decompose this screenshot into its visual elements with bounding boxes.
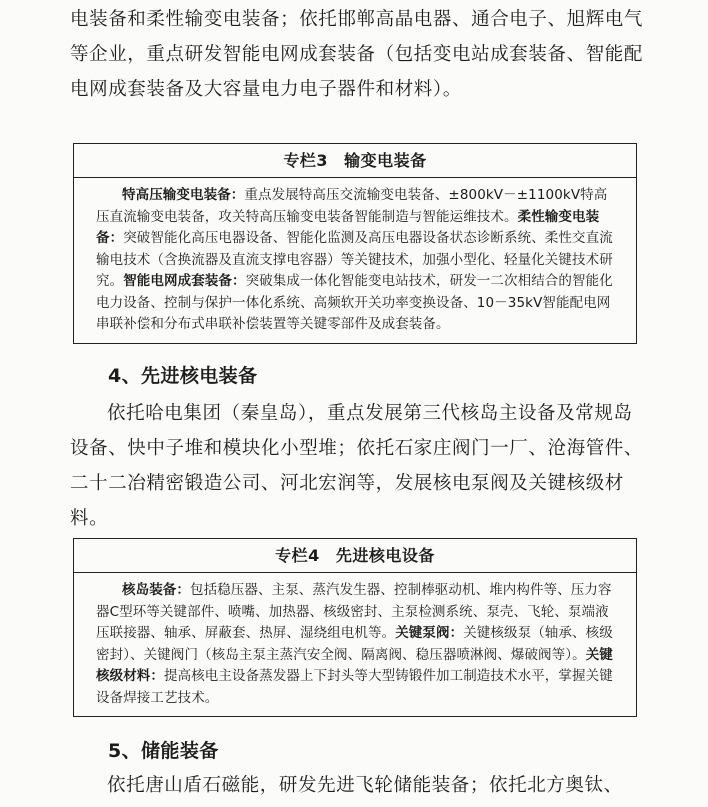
section4-heading: 4、先进核电装备 <box>108 365 258 387</box>
column-box-4 <box>73 538 637 717</box>
section5-paragraph: 依托唐山盾石磁能，研发先进飞轮储能装备；依托北方奥钛、 <box>107 775 623 796</box>
box3-term-smart-grid: 智能电网成套装备： <box>123 273 246 289</box>
box4-text-pumps-valves: 关键核级泵（轴承、核级密封）、关键阀门（核岛主泵主蒸汽安全阀、隔离阀、稳压器喷淋阀、爆破阀等）。 <box>96 625 613 663</box>
box3-title <box>74 144 636 178</box>
box3-term-flexible: 柔性输变电装备： <box>96 208 600 246</box>
box3-text-smart-grid: 突破集成一体化智能变电站技术，研发一二次相结合的智能化电力设备、控制与保护一体化系统、高频软开关功率变换设备、10－35kV智能配电网串联补偿和分布式串联补偿装置等关键零部件及成套装备。 <box>96 273 613 332</box>
box3-text-uhv: 重点发展特高压交流输变电装备、±800kV－±1100kV特高压直流输变电装备，攻关特高压输变电装备智能制造与智能运维技术。 <box>96 187 608 225</box>
box4-title-label: 专栏4 <box>275 546 320 565</box>
box4-body <box>74 573 636 716</box>
section5-heading: 5、储能装备 <box>108 740 219 762</box>
box3-title-label: 专栏3 <box>283 151 329 170</box>
box4-text-nuclear-island: 包括稳压器、主泵、蒸汽发生器、控制棒驱动机、堆内构件等、压力容器C型环等关键部件、喷嘴、加热器、核级密封、主泵检测系统、泵壳、飞轮、泵端液压联接器、轴承、屏蔽套、热屏、湿绕组电机等。 <box>96 582 612 641</box>
box4-term-nuclear-island: 核岛装备： <box>122 582 190 598</box>
box3-text-flexible: 突破智能化高压电器设备、智能化监测及高压电器设备状态诊断系统、柔性交直流输电技术（含换流器及直流支撑电容器）等关键技术，加强小型化、轻量化关键技术研究。 <box>96 230 613 289</box>
box3-body <box>74 178 636 343</box>
box4-text-materials: 提高核电主设备蒸发器上下封头等大型铸锻件加工制造技术水平，掌握关键设备焊接工艺技术。 <box>96 668 613 706</box>
intro-paragraph: 电装备和柔性输变电装备；依托邯郸高晶电器、通合电子、旭辉电气等企业，重点研发智能电网成套装备（包括变电站成套装备、智能配电网成套装备及大容量电力电子器件和材料）。 <box>70 9 644 100</box>
box4-term-materials: 关键核级材料： <box>96 646 613 684</box>
section4-paragraph: 依托哈电集团（秦皇岛），重点发展第三代核岛主设备及常规岛设备、快中子堆和模块化小型堆；依托石家庄阀门一厂、沧海管件、二十二冶精密锻造公司、河北宏润等，发展核电泵阀及关键核级材料。 <box>70 403 644 529</box>
box4-title-text: 先进核电设备 <box>335 546 435 565</box>
box3-term-uhv: 特高压输变电装备： <box>122 187 245 203</box>
box4-title <box>74 539 636 573</box>
box3-title-text: 输变电装备 <box>344 151 427 170</box>
column-box-3 <box>73 143 637 344</box>
box4-term-pumps-valves: 关键泵阀： <box>395 625 464 641</box>
